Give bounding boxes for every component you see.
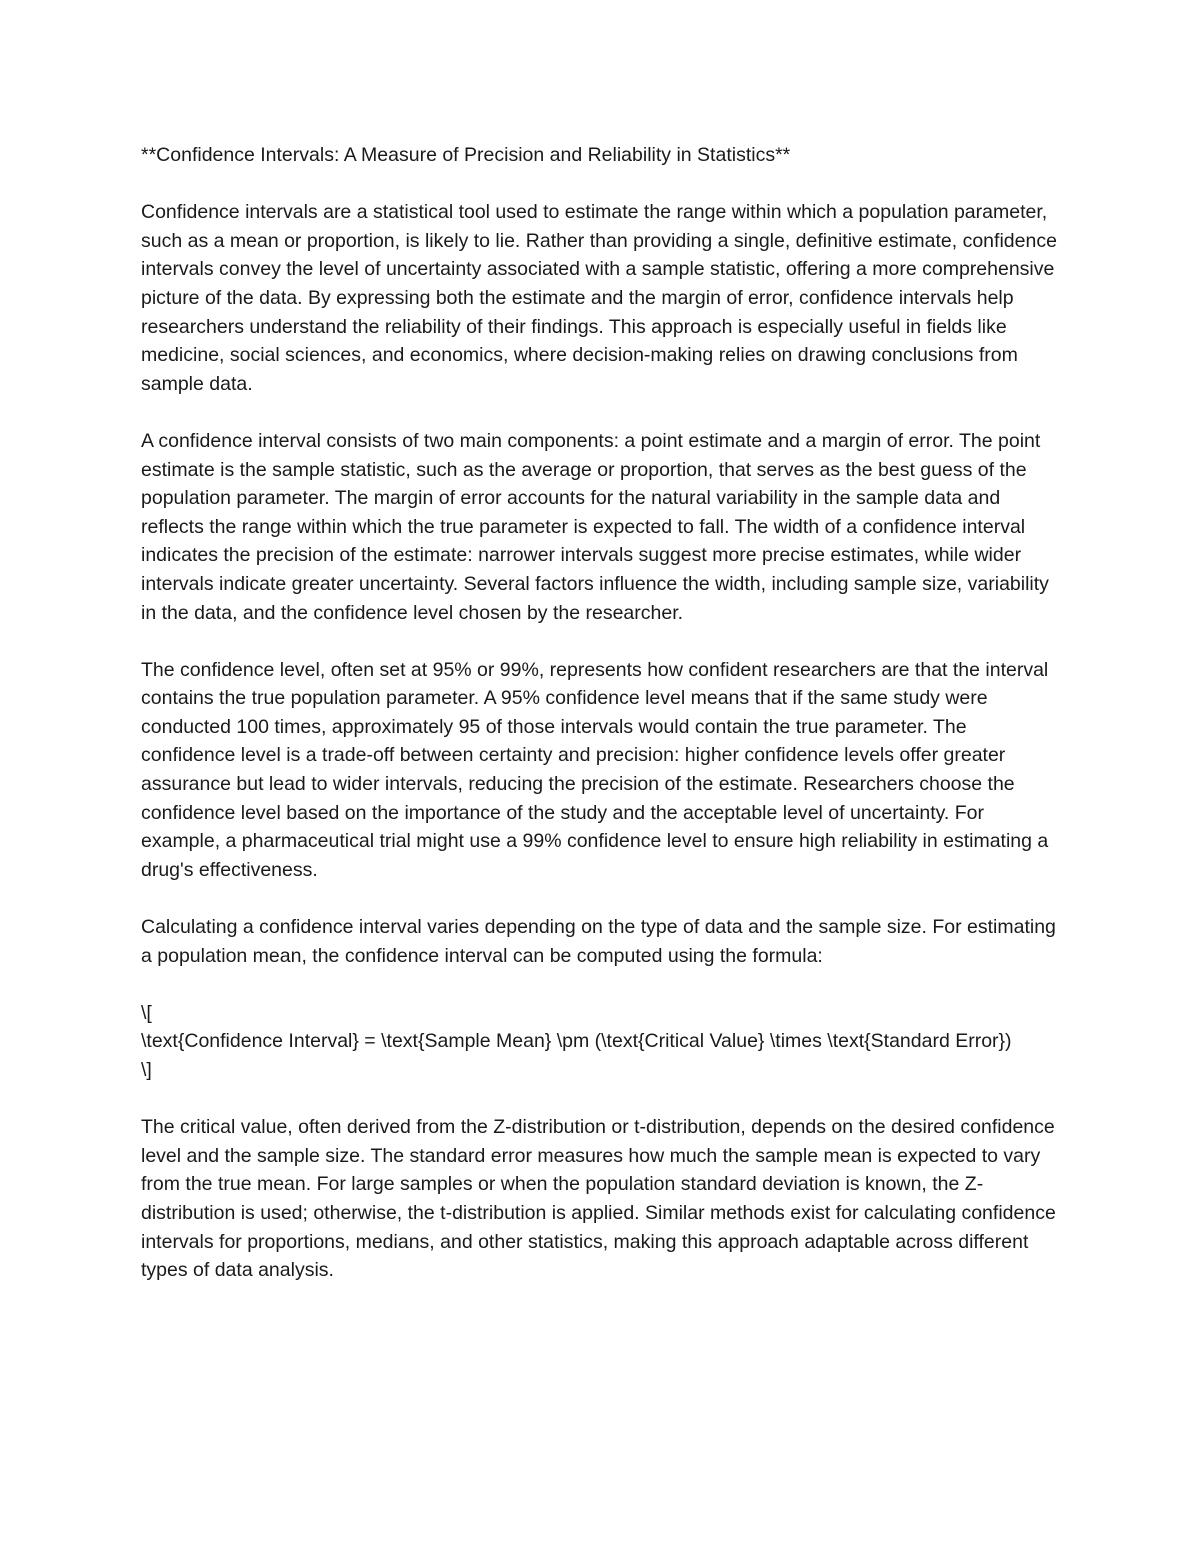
formula-block [141, 999, 1066, 1085]
document-body [141, 141, 1066, 1313]
formula-close: \] [141, 1059, 152, 1081]
paragraph-confidence-level: The confidence level, often set at 95% or 99%, represents how confident researchers are that the interval contains the true population parameter. A 95% confidence level means that if the same study were conducted 100 times, approximately 95 of those intervals would contain the true parameter. The confidence level is a trade-off between certainty and precision: higher confidence levels offer greater assurance but lead to wider intervals, reducing the precision of the estimate. Researchers choose the confidence level based on the importance of the study and the acceptable level of uncertainty. For example, a pharmaceutical trial might use a 99% confidence level to ensure high reliability in estimating a drug's effectiveness. [141, 658, 1049, 881]
formula-body: \text{Confidence Interval} = \text{Sample Mean} \pm (\text{Critical Value} \times \text{Standard Error}) [141, 1030, 1012, 1053]
paragraph-critical-value: The critical value, often derived from the Z-distribution or t-distribution, depends on the desired confidence level and the sample size. The standard error measures how much the sample mean is expected to vary from the true mean. For large samples or when the population standard deviation is known, the Z-distribution is used; otherwise, the t-distribution is applied. Similar methods exist for calculating confidence intervals for proportions, medians, and other statistics, making this approach adaptable across different types of data analysis. [141, 1116, 1056, 1282]
paragraph-components: A confidence interval consists of two main components: a point estimate and a margin of error. The point estimate is the sample statistic, such as the average or proportion, that serves as the best guess of the population parameter. The margin of error accounts for the natural variability in the sample data and reflects the range within which the true parameter is expected to fall. The width of a confidence interval indicates the precision of the estimate: narrower intervals suggest more precise estimates, while wider intervals indicate greater uncertainty. Several factors influence the width, including sample size, variability in the data, and the confidence level chosen by the researcher. [141, 429, 1049, 624]
document-title: **Confidence Intervals: A Measure of Precision and Reliability in Statistics** [141, 144, 791, 166]
paragraph-calculation: Calculating a confidence interval varies depending on the type of data and the sample size. For estimating a population mean, the confidence interval can be computed using the formula: [141, 916, 1056, 967]
formula-open: \[ [141, 1001, 152, 1024]
paragraph-introduction: Confidence intervals are a statistical tool used to estimate the range within which a population parameter, such as a mean or proportion, is likely to lie. Rather than providing a single, definitive estimate, confidence intervals convey the level of uncertainty associated with a sample statistic, offering a more comprehensive picture of the data. By expressing both the estimate and the margin of error, confidence intervals help researchers understand the reliability of their findings. This approach is especially useful in fields like medicine, social sciences, and economics, where decision-making relies on drawing conclusions from sample data. [141, 201, 1057, 395]
